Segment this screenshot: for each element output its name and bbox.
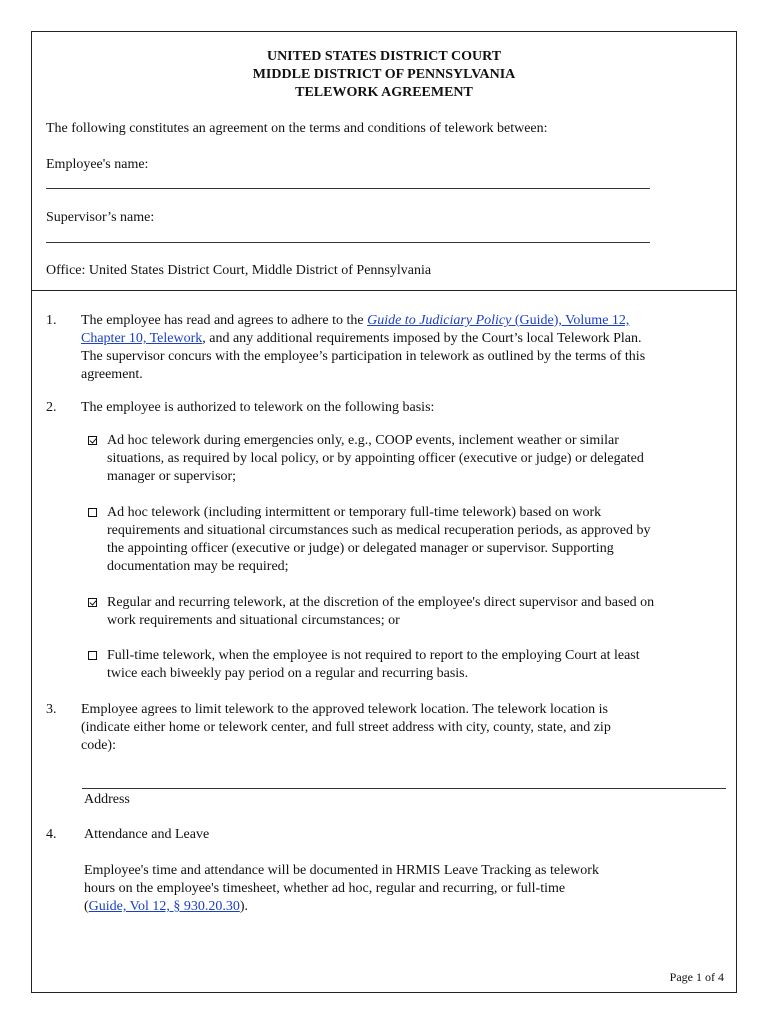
- option-adhoc-emergency-checkbox[interactable]: [88, 436, 97, 445]
- guide-policy-link[interactable]: Guide to Judiciary Policy (Guide), Volume 12,: [367, 313, 630, 328]
- address-field[interactable]: [82, 788, 726, 789]
- item-1-pre: The employee has read and agrees to adhere to the: [81, 313, 368, 328]
- guide-vol12-link[interactable]: Guide, Vol 12, § 930.20.30: [88, 899, 240, 914]
- office-text: Office: United States District Court, Middle District of Pennsylvania: [46, 263, 432, 278]
- item-3-text: Employee agrees to limit telework to the approved telework location. The telework location is (indicate either home or telework center, and full street address with city, county, state, and zip code):: [81, 702, 611, 753]
- item-1-text: The employee has read and agrees to adhere to the Guide to Judiciary Policy (Guide), Volume 12, Chapter 10, Telework, and any additional requirements imposed by the Court’s local Telework Plan. The supervisor concurs with the employee’s participation in telework as outlined by the terms of this agreement.: [81, 313, 646, 382]
- item-1-number: 1.: [46, 313, 57, 328]
- item-4-title: Attendance and Leave: [84, 827, 210, 842]
- item-2-text: The employee is authorized to telework on the following basis:: [81, 400, 435, 415]
- address-label: Address: [84, 792, 130, 807]
- employee-name-label: Employee's name:: [46, 157, 149, 172]
- option-regular-recurring-text: Regular and recurring telework, at the discretion of the employee's direct supervisor and based on work requirements and situational circumstances; or: [107, 595, 655, 628]
- supervisor-name-label: Supervisor’s name:: [46, 210, 155, 225]
- option-full-time-text: Full-time telework, when the employee is not required to report to the employing Court at least twice each biweekly pay period on a regular and recurring basis.: [107, 648, 640, 681]
- document-title: TELEWORK AGREEMENT: [295, 85, 473, 100]
- item-3-number: 3.: [46, 702, 57, 717]
- item-4-number: 4.: [46, 827, 57, 842]
- document-page: [31, 31, 737, 993]
- intro-text: The following constitutes an agreement on the terms and conditions of telework between:: [46, 121, 548, 136]
- option-full-time-checkbox[interactable]: [88, 651, 97, 660]
- option-adhoc-intermittent-text: Ad hoc telework (including intermittent or temporary full-time telework) based on work requirements and situational circumstances such as medical recuperation periods, as approved by the appointing officer (executive or judge) or delegated manager or supervisor. Supporting documentation may be required;: [107, 505, 651, 574]
- court-title: UNITED STATES DISTRICT COURT: [266, 49, 502, 64]
- option-adhoc-emergency-text: Ad hoc telework during emergencies only, e.g., COOP events, inclement weather or similar situations, as required by local policy, or by appointing officer (executive or judge) or delegated manager or supervisor;: [107, 433, 644, 484]
- district-title: MIDDLE DISTRICT OF PENNSYLVANIA: [252, 67, 516, 82]
- chapter-telework-link[interactable]: Chapter 10, Telework: [81, 331, 203, 346]
- page-number: Page 1 of 4: [669, 970, 724, 984]
- option-adhoc-intermittent-checkbox[interactable]: [88, 508, 97, 517]
- option-regular-recurring-checkbox[interactable]: [88, 598, 97, 607]
- employee-name-field[interactable]: [46, 188, 650, 189]
- section-divider: [32, 290, 736, 291]
- supervisor-name-field[interactable]: [46, 242, 650, 243]
- item-2-number: 2.: [46, 400, 57, 415]
- item-4-text: Employee's time and attendance will be documented in HRMIS Leave Tracking as telework hours on the employee's timesheet, whether ad hoc, regular and recurring, or full-time (Guide, Vol 12, § 930.20.30).: [84, 863, 599, 914]
